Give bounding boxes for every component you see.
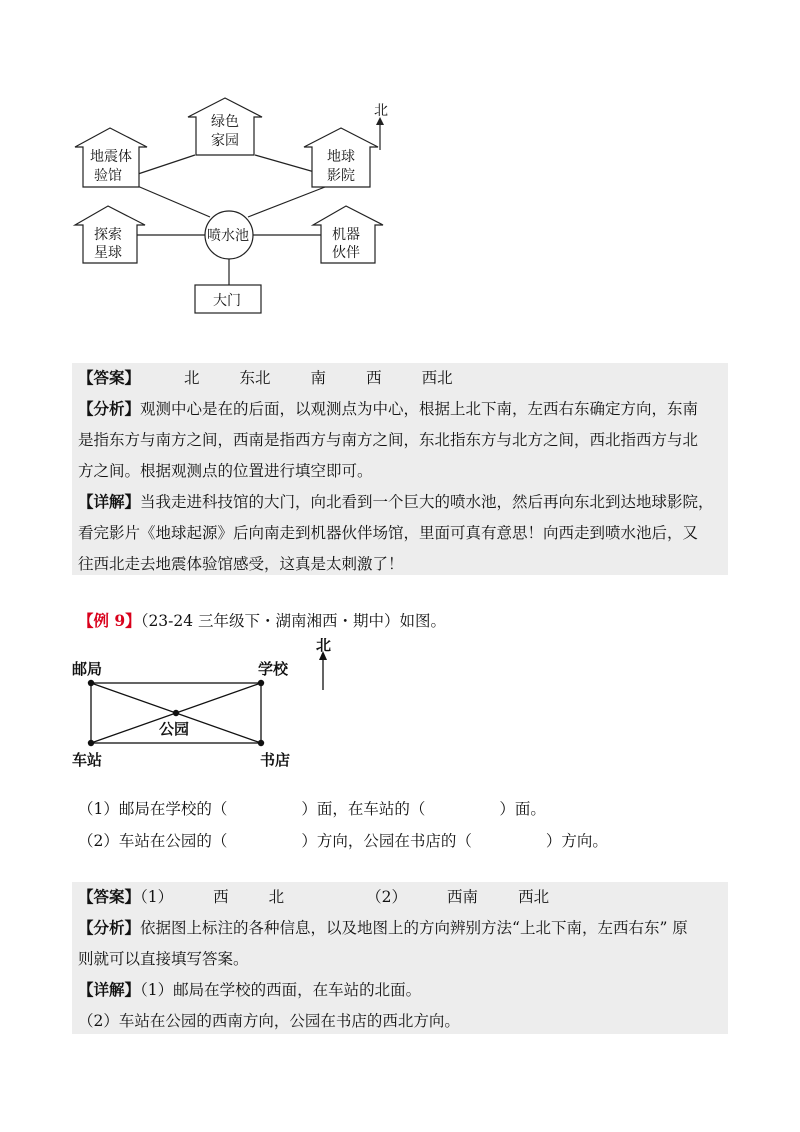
fountain-label: 喷水池: [207, 228, 249, 244]
answer-value: 西: [366, 369, 382, 387]
explore-planet-label-1: 探索: [94, 227, 122, 243]
detail-line: 看完影片《地球起源》后向南走到机器伙伴场馆，里面可真有意思！向西走到喷水池后，又: [78, 524, 699, 542]
green-home-label-1: 绿色: [211, 114, 239, 130]
analysis-tag: 【分析】: [78, 918, 141, 937]
answer-tag: 【答案】: [78, 368, 141, 387]
question-1: [78, 797, 546, 819]
analysis-line: [78, 913, 688, 943]
detail-line: [78, 487, 714, 517]
example-heading: [78, 606, 446, 636]
park-label: 公园: [159, 720, 190, 738]
detail-tag: 【详解】: [78, 980, 141, 999]
question-text: （2）车站在公园的（: [78, 832, 228, 850]
question-text: ）方向。: [545, 832, 608, 850]
question-text: ）面，在车站的（: [301, 800, 426, 818]
detail-line: （2）车站在公园的西南方向，公园在书店的西北方向。: [78, 1012, 460, 1030]
museum-map: [70, 95, 400, 315]
detail-line: [78, 975, 421, 1005]
detail-text: （1）邮局在学校的西面，在车站的北面。: [140, 981, 422, 999]
example-tag: 【例 9】: [78, 611, 141, 630]
robot-partner-label-2: 伙伴: [332, 245, 360, 261]
town-map: [70, 638, 350, 773]
question-text: （1）邮局在学校的（: [78, 800, 228, 818]
answer-value: 北: [268, 888, 285, 906]
bookstore-label: 书店: [260, 751, 291, 769]
analysis-text: 观测中心是在的后面，以观测点为中心，根据上北下南，左西右东确定方向，东南: [140, 400, 699, 418]
analysis-line: 方之间。根据观测点的位置进行填空即可。: [78, 462, 373, 480]
north-label-2: 北: [316, 638, 332, 654]
answer-value: 西北: [518, 888, 550, 906]
detail-tag: 【详解】: [78, 492, 141, 511]
answer-value: 北: [184, 369, 200, 387]
analysis-tag: 【分析】: [78, 399, 141, 418]
robot-partner-label-1: 机器: [332, 227, 360, 243]
answer-value: 西南: [447, 888, 479, 906]
detail-line: 往西北走去地震体验馆感受，这真是太刺激了！: [78, 555, 404, 573]
school-label: 学校: [258, 660, 289, 678]
station-label: 车站: [72, 751, 103, 769]
analysis-line: [78, 394, 698, 424]
post-office-label: 邮局: [72, 660, 103, 678]
answer-value: 西: [213, 888, 229, 906]
north-label-1: 北: [374, 103, 388, 119]
explore-planet-label-2: 星球: [94, 245, 122, 261]
analysis-line: 是指东方与南方之间，西南是指西方与南方之间，东北指东方与北方之间，西北指西方与北: [78, 431, 699, 449]
example-text: （23-24 三年级下・湖南湘西・期中）如图。: [140, 612, 447, 630]
question-2: [78, 829, 608, 851]
answer-part: （2）: [366, 888, 408, 906]
earth-cinema-label-2: 影院: [327, 168, 355, 184]
earthquake-hall-label-2: 验馆: [94, 168, 122, 184]
green-home-label-2: 家园: [211, 133, 239, 149]
answer-value: 东北: [239, 369, 271, 387]
earthquake-hall-label-1: 地震体: [90, 149, 132, 165]
answer-value: 南: [310, 369, 327, 387]
answer-line-2: [78, 882, 549, 912]
gate-label: 大门: [213, 293, 241, 309]
analysis-line: 则就可以直接填写答案。: [78, 950, 249, 968]
answer-part: （1）: [140, 888, 174, 906]
answer-line-1: [78, 363, 453, 393]
answer-tag: 【答案】: [78, 887, 141, 906]
analysis-text: 依据图上标注的各种信息，以及地图上的方向辨别方法“上北下南，左西右东” 原: [140, 919, 688, 937]
question-text: ）方向，公园在书店的（: [301, 832, 472, 850]
detail-text: 当我走进科技馆的大门，向北看到一个巨大的喷水池，然后再向东北到达地球影院，: [140, 493, 714, 511]
earth-cinema-label-1: 地球: [327, 149, 355, 165]
answer-value: 西北: [421, 369, 453, 387]
question-text: ）面。: [499, 800, 546, 818]
